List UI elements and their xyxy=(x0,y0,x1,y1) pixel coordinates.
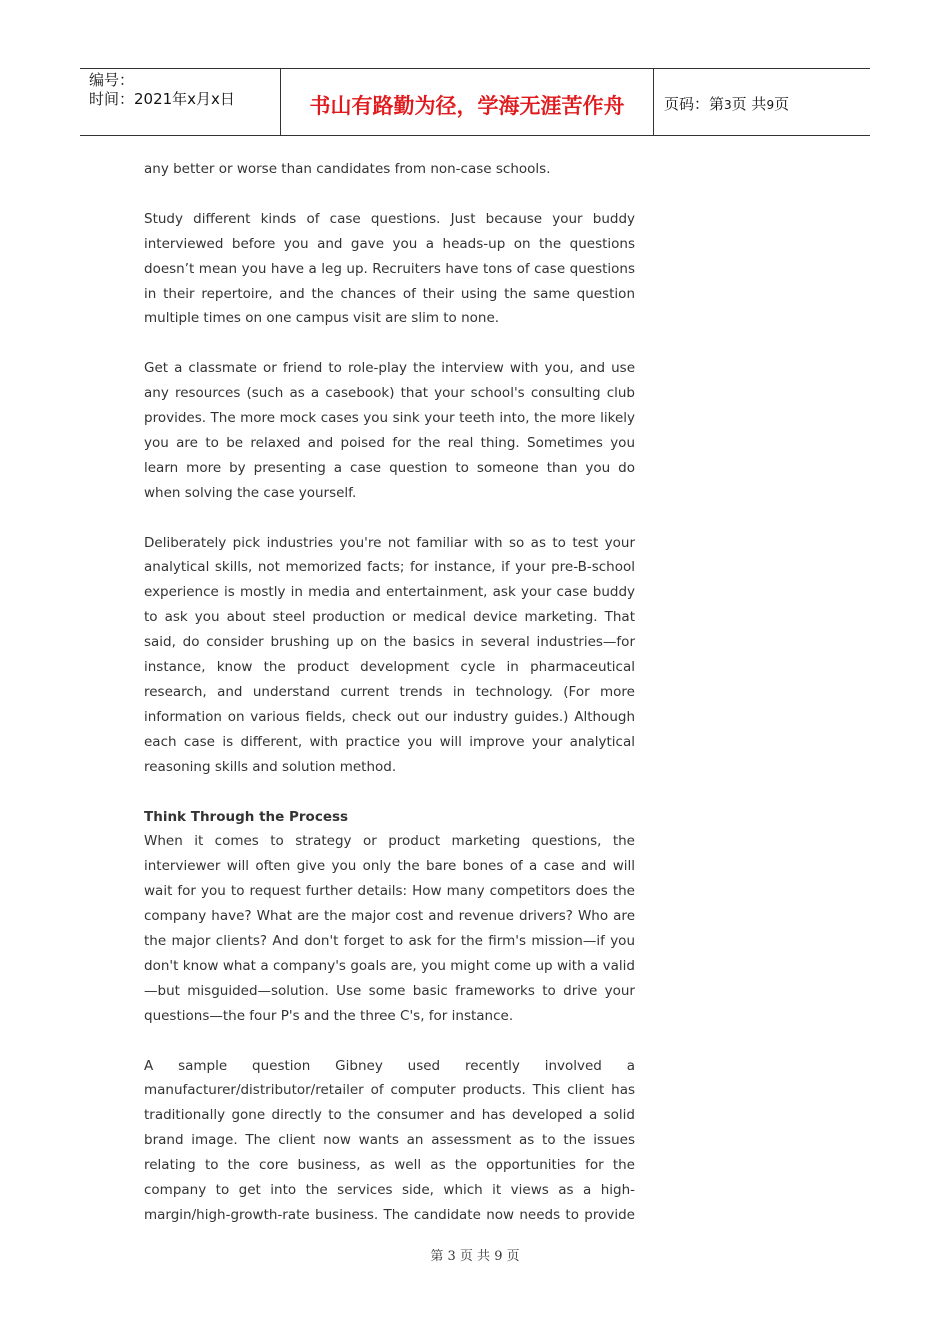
page-header xyxy=(80,68,870,136)
paragraph: Study different kinds of case questions. Just because your buddy interviewed before you and gave you a heads-up on the questions doesn’t mean you have a leg up. Recruiters have tons of case questions in their repertoire, and the chances of their using the same question multiple times on one campus visit are slim to none. xyxy=(144,210,635,327)
page-label-suffix: 页 xyxy=(774,95,790,113)
paragraph: any better or worse than candidates from non-case schools. xyxy=(144,161,551,177)
page-label-mid: 页 共 xyxy=(731,95,767,113)
page-current: 3 xyxy=(724,98,732,112)
page-label-prefix: 页码：第 xyxy=(664,95,725,113)
paragraph: Deliberately pick industries you're not familiar with so as to test your analytical skills, not memorized facts; for instance, if your pre-B-school experience is mostly in media and entertainment, ask your case buddy to ask you about steel production or medical device marketing. That said, do consider brushing up on the basics in several industries—for instance, know the product development cycle in pharmaceutical research, and understand current trends in technology. (For more information on various fields, check out our industry guides.) Although each case is different, with practice you will improve your analytical reasoning skills and solution method. xyxy=(144,534,635,775)
header-page-info xyxy=(654,69,870,135)
section-heading: Think Through the Process xyxy=(144,808,349,825)
paragraph: When it comes to strategy or product marketing questions, the interviewer will often give you only the bare bones of a case and will wait for you to request further details: How many competitors does the company have? What are the major cost and revenue drivers? Who are the major clients? And don't forget to ask for the firm's mission—if you don't know what a company's goals are, you might come up with a valid—but misguided—solution. Use some basic frameworks to drive your questions—the four P's and the three C's, for instance. xyxy=(144,833,635,1024)
page-footer: 第 3 页 共 9 页 xyxy=(430,1249,520,1264)
date-label: 时间：2021年x月x日 xyxy=(89,90,235,108)
header-meta xyxy=(80,69,281,135)
document-body xyxy=(144,157,635,1228)
paragraph: Get a classmate or friend to role-play the interview with you, and use any resources (such as a casebook) that your school's consulting club provides. The more mock cases you sink your teeth into, the more likely you are to be relaxed and poised for the real thing. Sometimes you learn more by presenting a case question to someone than you do when solving the case yourself. xyxy=(144,360,635,501)
paragraph: A sample question Gibney used recently involved a manufacturer/distributor/retailer of computer products. This client has traditionally gone directly to the consumer and has developed a solid brand image. The client now wants an assessment as to the issues relating to the core business, as well as the opportunities for the company to get into the services side, which it views as a high-margin/high-growth-rate business. The candidate now needs to provide xyxy=(144,1057,635,1223)
serial-label: 编号： xyxy=(89,71,135,89)
page-total: 9 xyxy=(766,98,775,112)
header-motto: 书山有路勤为径，学海无涯苦作舟 xyxy=(281,69,654,135)
